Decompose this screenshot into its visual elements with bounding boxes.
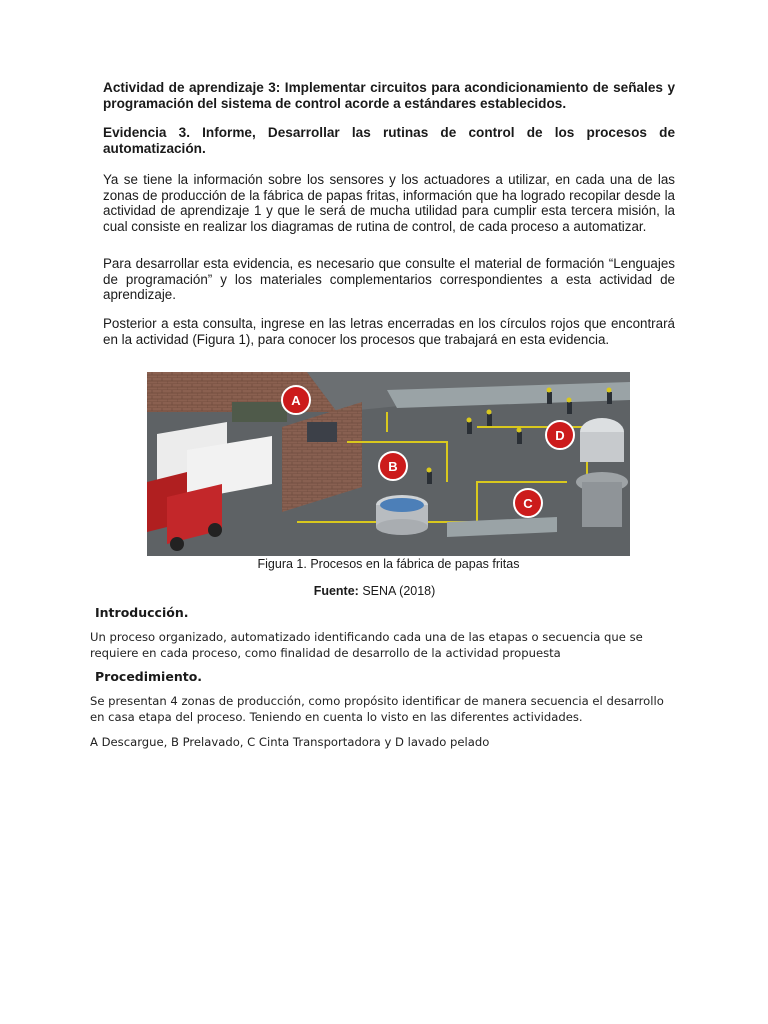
activity-heading: Actividad de aprendizaje 3: Implementar circuitos para acondicionamiento de señales y programación del sistema de control acorde a estándares establecidos. xyxy=(103,80,675,111)
paragraph-consult: Posterior a esta consulta, ingrese en las letras encerradas en los círculos rojos que encontrará en la actividad (Figura 1), para conocer los procesos que trabajará en esta evidencia. xyxy=(103,316,675,347)
intro-title: Introducción. xyxy=(95,605,189,620)
paragraph-material: Para desarrollar esta evidencia, es necesario que consulte el material de formación “Lenguajes de programación” y los materiales complementarios correspondientes a esta actividad de aprendizaje. xyxy=(103,256,675,303)
zones-line: A Descargue, B Prelavado, C Cinta Transportadora y D lavado pelado xyxy=(90,735,490,749)
marker-b[interactable] xyxy=(379,452,407,480)
intro-text: Un proceso organizado, automatizado identificando cada una de las etapas o secuencia que se requiere en cada proceso, como finalidad de desarrollo de la actividad propuesta xyxy=(90,630,643,660)
factory-figure xyxy=(147,372,630,556)
evidence-heading: Evidencia 3. Informe, Desarrollar las rutinas de control de los procesos de automatización. xyxy=(103,125,675,156)
marker-c-label: C xyxy=(523,496,533,511)
marker-d[interactable] xyxy=(546,421,574,449)
marker-d-label: D xyxy=(555,428,565,443)
procedure-title: Procedimiento. xyxy=(95,669,203,684)
procedure-text: Se presentan 4 zonas de producción, como propósito identificar de manera secuencia el desarrollo en casa etapa del proceso. Teniendo en cuenta lo visto en las diferentes actividades. xyxy=(90,694,664,724)
marker-c[interactable] xyxy=(514,489,542,517)
source-label: Fuente: xyxy=(313,584,359,598)
marker-b-label: B xyxy=(388,459,398,474)
washing-tank xyxy=(376,495,428,535)
source-text: SENA (2018) xyxy=(362,584,436,598)
paragraph-sensors: Ya se tiene la información sobre los sensores y los actuadores a utilizar, en cada una de las zonas de producción de la fábrica de papas fritas, información que ha logrado recopilar desde la actividad de aprendizaje 1 y que le será de mucha utilidad para cumplir esta tercera misión, la cual consiste en realizar los diagramas de rutina de control, de cada proceso a automatizar. xyxy=(103,172,675,234)
marker-a-label: A xyxy=(291,393,301,408)
figure-source xyxy=(147,584,602,598)
marker-a[interactable] xyxy=(282,386,310,414)
figure-caption: Figura 1. Procesos en la fábrica de papas fritas xyxy=(257,557,520,571)
factory-illustration xyxy=(147,372,630,556)
